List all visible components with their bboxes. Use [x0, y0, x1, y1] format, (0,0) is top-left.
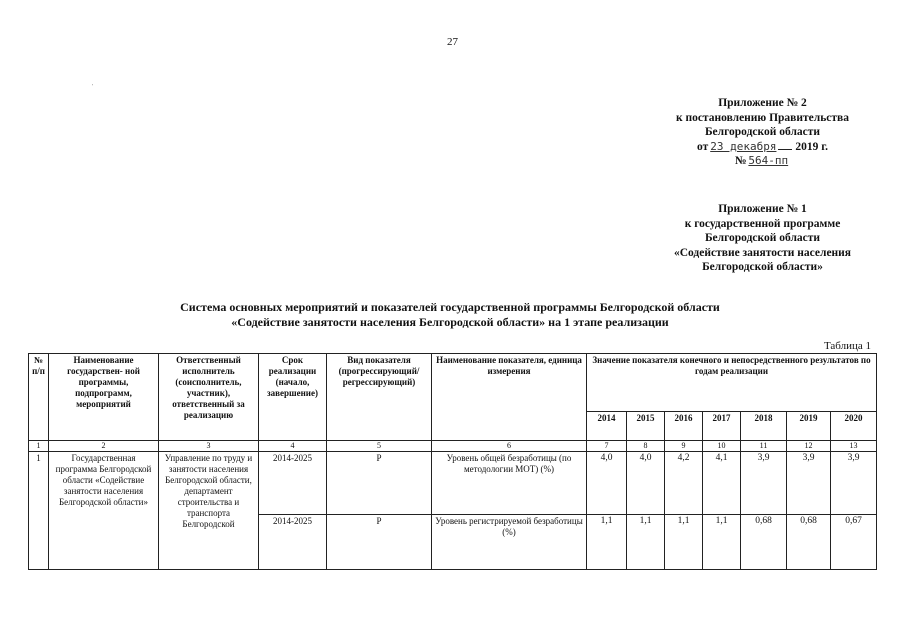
- indicator-kind: Р: [327, 515, 432, 570]
- column-number: 9: [665, 441, 703, 452]
- column-number: 10: [703, 441, 741, 452]
- indicators-table: [28, 353, 877, 570]
- period: 2014-2025: [259, 515, 327, 570]
- appendix-2-line-1: к постановлению Правительства: [675, 111, 850, 124]
- date-suffix: 2019 г.: [795, 140, 829, 153]
- value-cell: 4,0: [587, 452, 627, 515]
- executor: Управление по труду и занятости населения Белгородской области, департамент строительства и транспорта Белгородской: [159, 452, 259, 570]
- page-number: 27: [447, 36, 458, 48]
- header-period: Срок реализации (начало, завершение): [259, 354, 327, 441]
- handwritten-date: 23 декабря: [710, 139, 777, 153]
- value-cell: 0,67: [831, 515, 877, 570]
- column-number: 12: [787, 441, 831, 452]
- appendix-2-block: [655, 96, 870, 169]
- column-number: 3: [159, 441, 259, 452]
- header-indicator: Наименование показателя, единица измерения: [432, 354, 587, 441]
- appendix-1-block: [655, 202, 870, 275]
- value-cell: 1,1: [703, 515, 741, 570]
- document-title-line-2: «Содействие занятости населения Белгородской области» на 1 этапе реализации: [231, 315, 669, 329]
- column-number: 8: [627, 441, 665, 452]
- column-number: 2: [49, 441, 159, 452]
- indicator-name: Уровень регистрируемой безработицы (%): [432, 515, 587, 570]
- header-name: Наименование государствен- ной программы, подпрограмм, мероприятий: [49, 354, 159, 441]
- appendix-2-number-line: [655, 154, 870, 169]
- appendix-1-line-3: «Содействие занятости населения: [673, 246, 852, 259]
- year-header: 2017: [703, 412, 741, 441]
- document-title: [130, 300, 770, 330]
- value-cell: 3,9: [787, 452, 831, 515]
- program-name: Государственная программа Белгородской области «Содействие занятости населения Белгородской области»: [49, 452, 159, 570]
- year-header: 2018: [741, 412, 787, 441]
- header-num: № п/п: [29, 354, 49, 441]
- scan-speck: ': [92, 84, 94, 90]
- date-blank-line: [778, 140, 792, 150]
- year-header: 2019: [787, 412, 831, 441]
- column-number: 4: [259, 441, 327, 452]
- date-prefix: от: [696, 140, 709, 153]
- appendix-1-line-4: Белгородской области»: [702, 261, 823, 273]
- column-number: 5: [327, 441, 432, 452]
- table-header-row: [29, 354, 877, 412]
- number-prefix: №: [734, 155, 747, 167]
- appendix-2-date-line: [655, 140, 870, 155]
- indicator-kind: Р: [327, 452, 432, 515]
- indicator-name: Уровень общей безработицы (по методологии МОТ) (%): [432, 452, 587, 515]
- column-number: 13: [831, 441, 877, 452]
- year-header: 2015: [627, 412, 665, 441]
- year-header: 2014: [587, 412, 627, 441]
- value-cell: 0,68: [787, 515, 831, 570]
- appendix-1-line-1: к государственной программе: [684, 217, 841, 230]
- value-cell: 4,1: [703, 452, 741, 515]
- value-cell: 4,2: [665, 452, 703, 515]
- value-cell: 3,9: [741, 452, 787, 515]
- period: 2014-2025: [259, 452, 327, 515]
- value-cell: 1,1: [627, 515, 665, 570]
- year-header: 2016: [665, 412, 703, 441]
- column-numbers-row: [29, 441, 877, 452]
- table-number: Таблица 1: [823, 340, 871, 352]
- appendix-1-line-2: Белгородской области: [704, 232, 821, 244]
- column-number: 7: [587, 441, 627, 452]
- value-cell: 1,1: [665, 515, 703, 570]
- column-number: 1: [29, 441, 49, 452]
- value-cell: 4,0: [627, 452, 665, 515]
- appendix-1-title: Приложение № 1: [718, 203, 807, 215]
- column-number: 6: [432, 441, 587, 452]
- header-executor: Ответственный исполнитель (соисполнитель, участник), ответственный за реализацию: [159, 354, 259, 441]
- value-cell: 1,1: [587, 515, 627, 570]
- value-cell: 3,9: [831, 452, 877, 515]
- row-num: 1: [29, 452, 49, 570]
- year-header: 2020: [831, 412, 877, 441]
- value-cell: 0,68: [741, 515, 787, 570]
- appendix-2-title: Приложение № 2: [718, 97, 807, 109]
- appendix-2-line-2: Белгородской области: [704, 126, 821, 138]
- header-values-group: Значение показателя конечного и непосредственного результатов по годам реализации: [587, 354, 877, 412]
- header-kind: Вид показателя (прогрессирующий/ регрессирующий): [327, 354, 432, 441]
- column-number: 11: [741, 441, 787, 452]
- document-title-line-1: Система основных мероприятий и показателей государственной программы Белгородской области: [180, 300, 720, 314]
- handwritten-number: 564-пп: [748, 154, 789, 167]
- table-row: [29, 452, 877, 515]
